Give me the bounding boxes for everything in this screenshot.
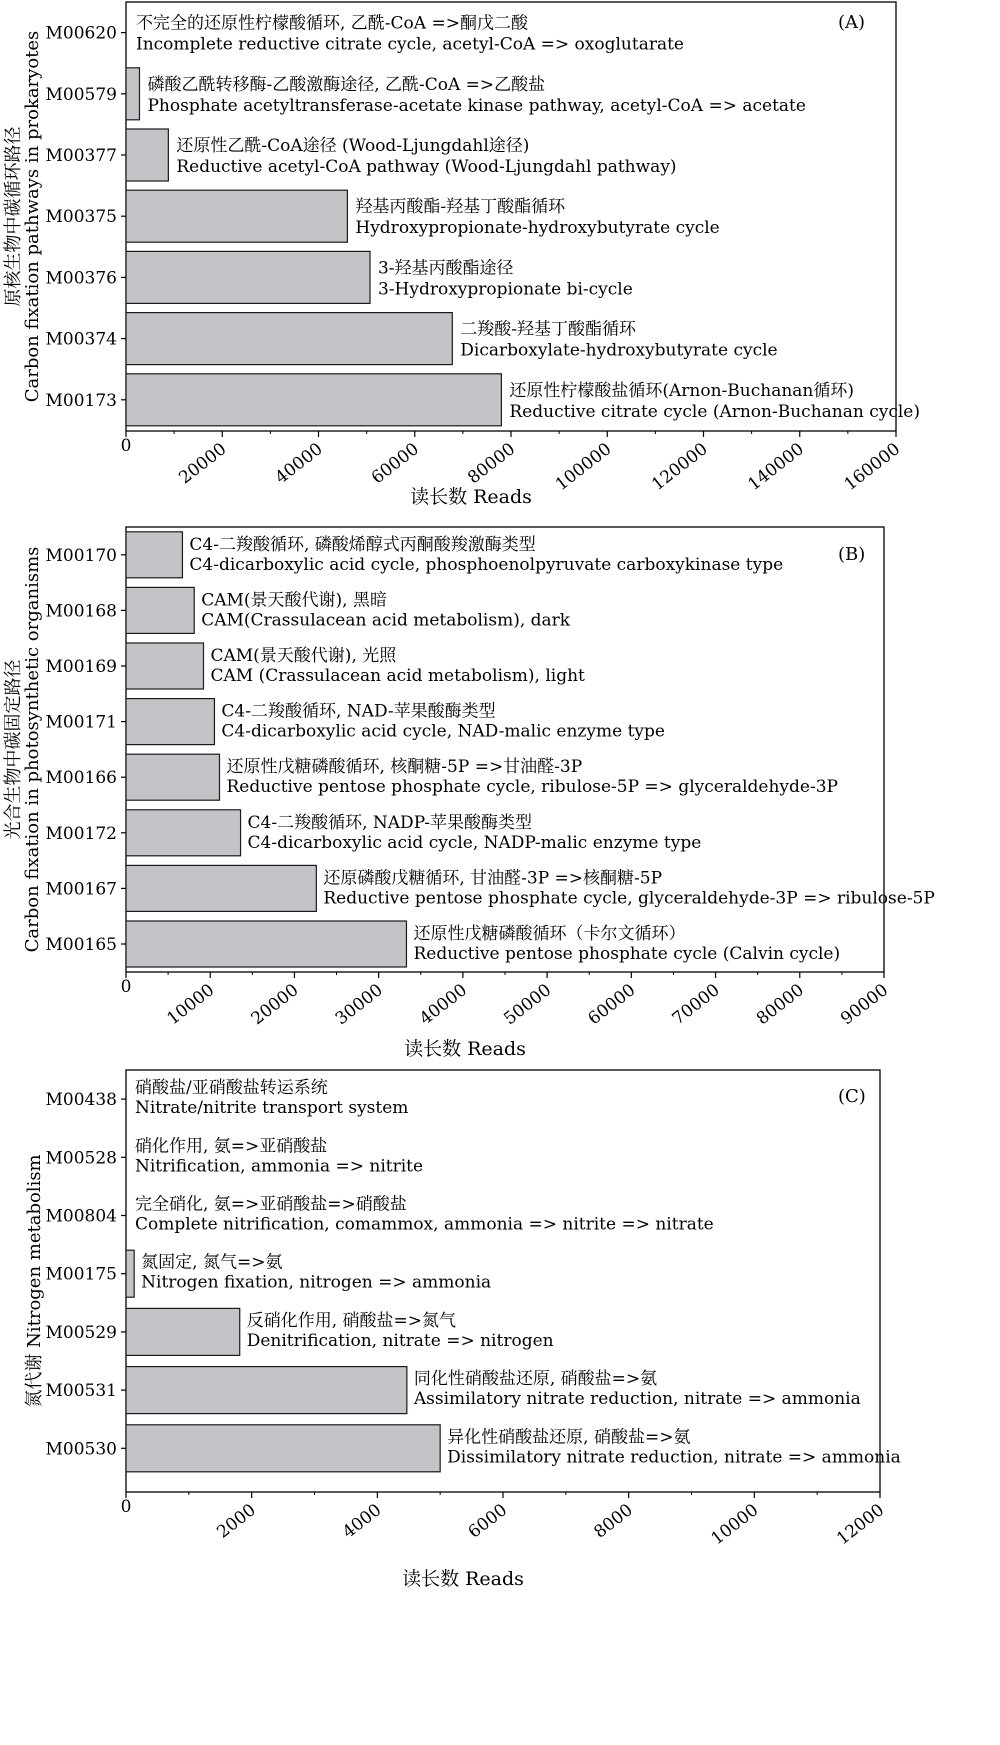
x-tick-label: 0 [120,977,132,997]
x-tick-label: 60000 [367,439,423,489]
x-tick-label: 40000 [271,439,327,489]
category-label: M00173 [45,390,117,411]
pathway-label-cn: 异化性硝酸盐还原, 硝酸盐=>氨 [447,1427,691,1448]
pathway-label-en: Reductive pentose phosphate cycle, glyceraldehyde-3P => ribulose-5P [323,888,935,909]
category-label: M00579 [45,84,117,105]
panel-label: (B) [838,544,866,565]
x-tick-label: 4000 [339,1500,386,1543]
pathway-label-cn: 硝酸盐/亚硝酸盐转运系统 [135,1078,328,1099]
panel-label: (A) [838,12,866,33]
pathway-label-cn: 3-羟基丙酸酯途径 [377,258,514,279]
pathway-label-cn: 反硝化作用, 硝酸盐=>氮气 [246,1310,457,1331]
pathway-label-en: C4-dicarboxylic acid cycle, NADP-malic enzyme type [247,832,702,853]
panel-label: (C) [838,1086,866,1107]
pathway-label-cn: CAM(景天酸代谢), 光照 [210,646,397,666]
category-label: M00530 [45,1439,117,1460]
pathway-label-cn: 还原性柠檬酸盐循环(Arnon-Buchanan循环) [509,380,854,401]
category-label: M00376 [45,268,117,289]
x-tick-label: 6000 [464,1500,512,1543]
x-axis-label: 读长数 Reads [402,1568,524,1590]
x-tick-label: 30000 [331,980,387,1030]
bar-M00376 [126,251,370,303]
category-label: M00170 [45,545,117,566]
x-axis-label: 读长数 Reads [410,486,532,508]
pathway-label-en: Phosphate acetyltransferase-acetate kinase pathway, acetyl-CoA => acetate [147,95,806,116]
x-tick-label: 140000 [744,439,808,495]
pathway-label-cn: CAM(景天酸代谢), 黑暗 [201,590,387,611]
category-label: M00531 [45,1381,117,1402]
category-label: M00168 [45,601,117,622]
pathway-label-cn: 还原性戊糖磷酸循环, 核酮糖-5P =>甘油醛-3P [226,757,583,778]
x-tick-label: 10000 [707,1500,763,1550]
category-label: M00169 [45,657,117,677]
category-label: M00171 [45,712,117,733]
x-tick-label: 80000 [464,439,520,489]
x-axis-label: 读长数 Reads [404,1038,526,1060]
y-axis-label [24,1154,45,1407]
pathway-label-cn: C4-二羧酸循环, NADP-苹果酸酶类型 [247,812,532,833]
bar-M00172 [126,810,241,856]
category-label: M00529 [45,1322,117,1343]
x-tick-label: 20000 [247,980,303,1030]
pathway-label-en: Nitrification, ammonia => nitrite [135,1156,424,1177]
y-axis-label-cn: 原核生物中碳循环路径 [3,126,24,307]
bar-M00579 [126,68,139,120]
x-tick-label: 120000 [648,439,712,495]
category-label: M00166 [45,768,117,789]
category-label: M00377 [45,146,117,166]
y-axis-label-cn: 光合生物中碳固定路径 [3,659,24,840]
pathway-label-cn: 二羧酸-羟基丁酸酯循环 [460,319,637,340]
pathway-label-en: Denitrification, nitrate => nitrogen [246,1330,554,1351]
pathway-label-cn: 硝化作用, 氨=>亚硝酸盐 [135,1136,328,1157]
pathway-label-en: Incomplete reductive citrate cycle, acetyl-CoA => oxoglutarate [136,34,684,55]
bar-M00173 [126,374,501,426]
category-label: M00167 [45,879,117,900]
pathway-label-en: C4-dicarboxylic acid cycle, phosphoenolpyruvate carboxykinase type [189,554,784,575]
pathway-label-en: CAM(Crassulacean acid metabolism), dark [201,610,571,631]
bar-M00170 [126,532,182,578]
pathway-label-cn: 不完全的还原性柠檬酸循环, 乙酰-CoA =>酮戊二酸 [136,13,528,34]
x-tick-label: 0 [120,436,132,456]
category-label: M00804 [45,1206,117,1227]
category-label: M00165 [45,935,117,955]
x-tick-label: 12000 [833,1500,889,1550]
x-tick-label: 40000 [416,980,471,1030]
pathway-label-en: Hydroxypropionate-hydroxybutyrate cycle [355,218,720,239]
pathway-label-en: Nitrogen fixation, nitrogen => ammonia [141,1272,492,1293]
bar-M00175 [126,1250,134,1297]
category-label: M00438 [45,1090,117,1111]
x-tick-label: 80000 [752,980,808,1030]
x-tick-label: 70000 [668,980,724,1030]
pathway-label-cn: 还原性戊糖磷酸循环（卡尔文循环） [413,924,686,944]
x-tick-label: 60000 [584,980,640,1030]
pathway-label-en: Dicarboxylate-hydroxybutyrate cycle [460,340,778,361]
category-label: M00172 [45,823,117,844]
pathway-label-en: Nitrate/nitrite transport system [135,1098,409,1119]
x-tick-label: 8000 [590,1500,637,1543]
pathway-label-en: Dissimilatory nitrate reduction, nitrate => ammonia [447,1447,901,1468]
pathway-label-cn: 羟基丙酸酯-羟基丁酸酯循环 [355,197,566,218]
bar-M00168 [126,587,194,633]
pathway-label-en: Complete nitrification, comammox, ammonia => nitrite => nitrate [135,1214,714,1235]
pathway-label-cn: 同化性硝酸盐还原, 硝酸盐=>氨 [413,1369,658,1390]
pathway-label-en: Reductive acetyl-CoA pathway (Wood-Ljungdahl pathway) [176,157,677,177]
pathway-label-en: C4-dicarboxylic acid cycle, NAD-malic enzyme type [221,721,665,742]
pathway-label-cn: 还原磷酸戊糖循环, 甘油醛-3P =>核酮糖-5P [323,868,663,889]
chart-panel-a [3,2,920,508]
pathway-label-en: Reductive citrate cycle (Arnon-Buchanan cycle) [509,401,920,422]
bar-M00377 [126,129,168,181]
bar-M00531 [126,1367,407,1414]
pathway-label-en: Assimilatory nitrate reduction, nitrate => ammonia [413,1389,861,1410]
pathway-label-cn: 还原性乙酰-CoA途径 (Wood-Ljungdahl途径) [176,136,530,156]
pathway-label-en: CAM (Crassulacean acid metabolism), light [210,666,585,686]
x-tick-label: 90000 [837,980,893,1030]
bar-M00165 [126,921,406,967]
x-tick-label: 2000 [213,1500,260,1543]
pathway-label-en: Reductive pentose phosphate cycle, ribulose-5P => glyceraldehyde-3P [226,777,838,798]
pathway-label-cn: C4-二羧酸循环, 磷酸烯醇式丙酮酸羧激酶类型 [189,534,536,555]
pathway-label-cn: 氮固定, 氮气=>氨 [141,1252,283,1273]
pathway-label-cn: C4-二羧酸循环, NAD-苹果酸酶类型 [221,701,496,722]
category-label: M00620 [45,23,117,44]
x-tick-label: 100000 [551,439,616,495]
pathway-label-cn: 磷酸乙酰转移酶-乙酸激酶途径, 乙酰-CoA =>乙酸盐 [147,74,546,95]
y-axis-label-en: Carbon fixation pathways in prokaryotes [22,30,43,403]
bar-M00169 [126,643,203,689]
x-tick-label: 10000 [163,980,219,1030]
chart-panel-c [24,1070,901,1590]
bar-M00529 [126,1308,240,1355]
bar-M00166 [126,754,219,800]
bar-M00374 [126,313,452,365]
category-label: M00528 [45,1148,117,1169]
category-label: M00374 [45,329,117,350]
bar-M00171 [126,699,214,745]
pathway-label-en: 3-Hydroxypropionate bi-cycle [377,279,633,300]
y-axis-label-en: Carbon fixation in photosynthetic organisms [22,546,43,953]
x-tick-label: 0 [120,1497,132,1517]
category-label: M00175 [45,1264,117,1285]
pathway-label-cn: 完全硝化, 氨=>亚硝酸盐=>硝酸盐 [135,1194,407,1215]
pathway-label-en: Reductive pentose phosphate cycle (Calvin cycle) [413,944,841,964]
bar-M00375 [126,190,347,242]
x-tick-label: 160000 [840,439,905,495]
x-tick-label: 50000 [500,980,556,1030]
category-label: M00375 [45,207,117,228]
x-tick-label: 20000 [175,439,231,489]
chart-panel-b [3,527,935,1060]
bar-M00167 [126,865,316,911]
y-axis-label-cn: 氮代谢 [24,1353,45,1408]
y-axis-label-en: Nitrogen metabolism [24,1154,45,1348]
bar-M00530 [126,1425,440,1472]
